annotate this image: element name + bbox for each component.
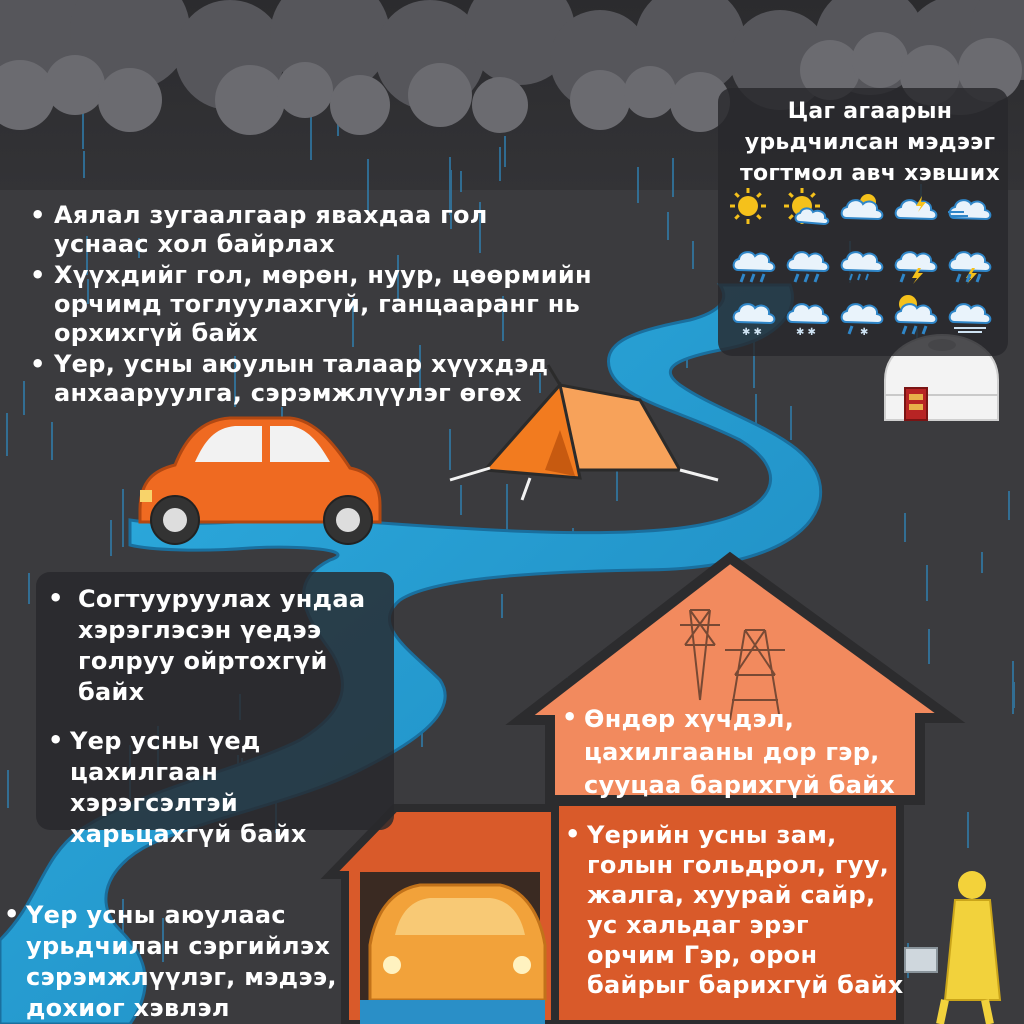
sun-cloud-icon bbox=[784, 188, 832, 232]
tip-text: Үерийн усны зам, голын гольдрол, гуу, жалга, хуурай сайр, ус хальдаг эрэг орчим Гэр, орон байрыг барихгүй байх bbox=[587, 821, 904, 999]
svg-text:✱: ✱ bbox=[860, 327, 869, 336]
bullet-dot: • bbox=[30, 350, 46, 378]
rain-cloud-icon bbox=[730, 240, 778, 284]
bullet-dot: • bbox=[562, 703, 578, 731]
bullet-dot: • bbox=[565, 820, 581, 848]
tip-alcohol bbox=[48, 584, 378, 708]
safety-panel bbox=[36, 572, 394, 848]
forecast-text: Цаг агаарын урьдчилсан мэдээг тогтмол авч хэвших bbox=[739, 99, 1001, 186]
bullet-dot: • bbox=[30, 201, 46, 229]
bullet-dot: • bbox=[48, 584, 64, 612]
thunder-cloud-icon bbox=[892, 240, 940, 284]
tip-text: Хүүхдийг гол, мөрөн, нуур, цөөрмийн орчимд тоглуулахгүй, ганцааранг нь орхихгүй байх bbox=[54, 261, 592, 347]
tip-children bbox=[30, 261, 620, 348]
tip-electric bbox=[48, 726, 388, 850]
tip-text: Өндөр хүчдэл, цахилгааны дор гэр, сууцаа барихгүй байх bbox=[584, 705, 896, 799]
tip-text: Аялал зугаалгаар явахдаа гол уснаас хол байрлах bbox=[54, 201, 488, 258]
svg-text:✱ ✱: ✱ ✱ bbox=[796, 327, 816, 336]
thunder-rain-icon bbox=[946, 240, 994, 284]
weather-icon-grid bbox=[730, 188, 1000, 348]
sleet-icon bbox=[838, 292, 886, 336]
svg-text:✱ ✱: ✱ ✱ bbox=[742, 327, 762, 336]
tip-warn-children bbox=[30, 350, 590, 408]
wind-cloud-icon bbox=[946, 188, 994, 232]
bullet-dot: • bbox=[48, 726, 64, 754]
tip-text: Үер усны үед цахилгаан хэрэгсэлтэй харьцахгүй байх bbox=[70, 727, 307, 848]
tip-high-voltage bbox=[562, 703, 902, 802]
tip-flood-path bbox=[565, 820, 905, 1000]
snow-cloud-icon bbox=[730, 292, 778, 336]
snow-rain-icon bbox=[784, 292, 832, 336]
partly-cloudy-icon bbox=[838, 188, 886, 232]
fog-icon bbox=[946, 292, 994, 336]
bullet-dot: • bbox=[4, 900, 20, 928]
tip-text: Үер усны аюулаас урьдчилан сэргийлэх сэрэмжлүүлэг, мэдээ, дохиог хэвлэл bbox=[26, 901, 337, 1022]
tip-alerts bbox=[4, 900, 339, 1024]
tip-travel bbox=[30, 201, 590, 259]
tip-text: Үер, усны аюулын талаар хүүхдэд анхааруулга, сэрэмжлүүлэг өгөх bbox=[54, 350, 549, 407]
bullet-dot: • bbox=[30, 261, 46, 289]
flooded-car bbox=[360, 885, 545, 1024]
sun-icon bbox=[730, 188, 778, 232]
cloud-icon bbox=[892, 188, 940, 232]
forecast-panel bbox=[718, 88, 1008, 356]
sun-rain-icon bbox=[892, 292, 940, 336]
rain-cloud-icon bbox=[784, 240, 832, 284]
shower-cloud-icon bbox=[838, 240, 886, 284]
tip-text: Согтууруулах ундаа хэрэглэсэн үедээ голруу ойртохгүй байх bbox=[78, 585, 366, 706]
